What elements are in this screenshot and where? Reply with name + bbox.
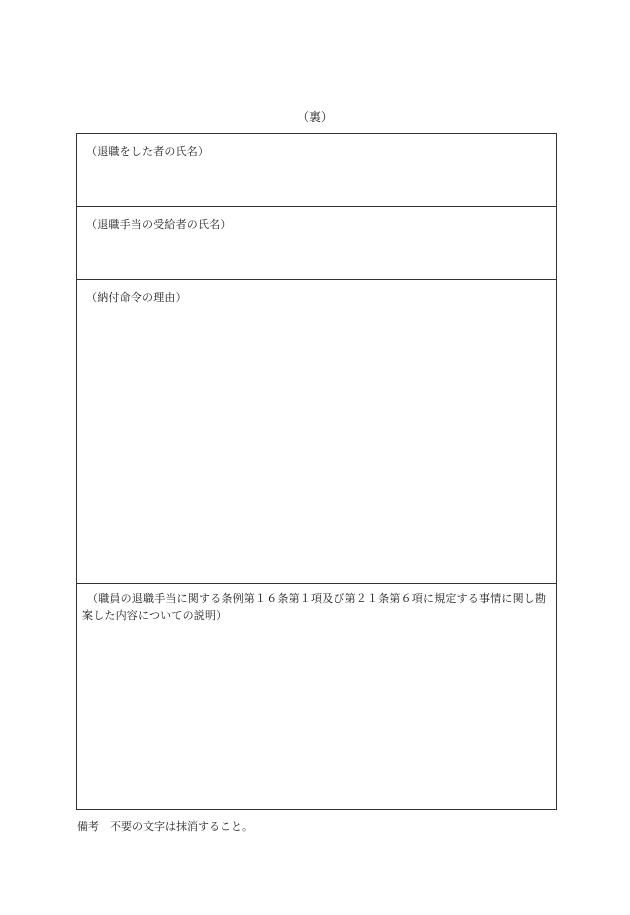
retiree-name-label: （退職をした者の氏名） xyxy=(86,145,210,158)
explanation-section[interactable] xyxy=(77,584,556,809)
form-table xyxy=(76,133,557,810)
explanation-label: （職員の退職手当に関する条例第１６条第１項及び第２１条第６項に規定する事情に関し勘案した内容についての説明） xyxy=(82,592,547,622)
recipient-name-label: （退職手当の受給者の氏名） xyxy=(86,218,232,231)
remarks-note: 備考 不要の文字は抹消すること。 xyxy=(77,820,253,833)
recipient-name-section[interactable] xyxy=(77,207,556,280)
page-heading: （裏） xyxy=(296,110,333,124)
retiree-name-section[interactable] xyxy=(77,134,556,207)
payment-order-reason-section[interactable] xyxy=(77,280,556,584)
payment-order-reason-label: （納付命令の理由） xyxy=(86,291,187,304)
